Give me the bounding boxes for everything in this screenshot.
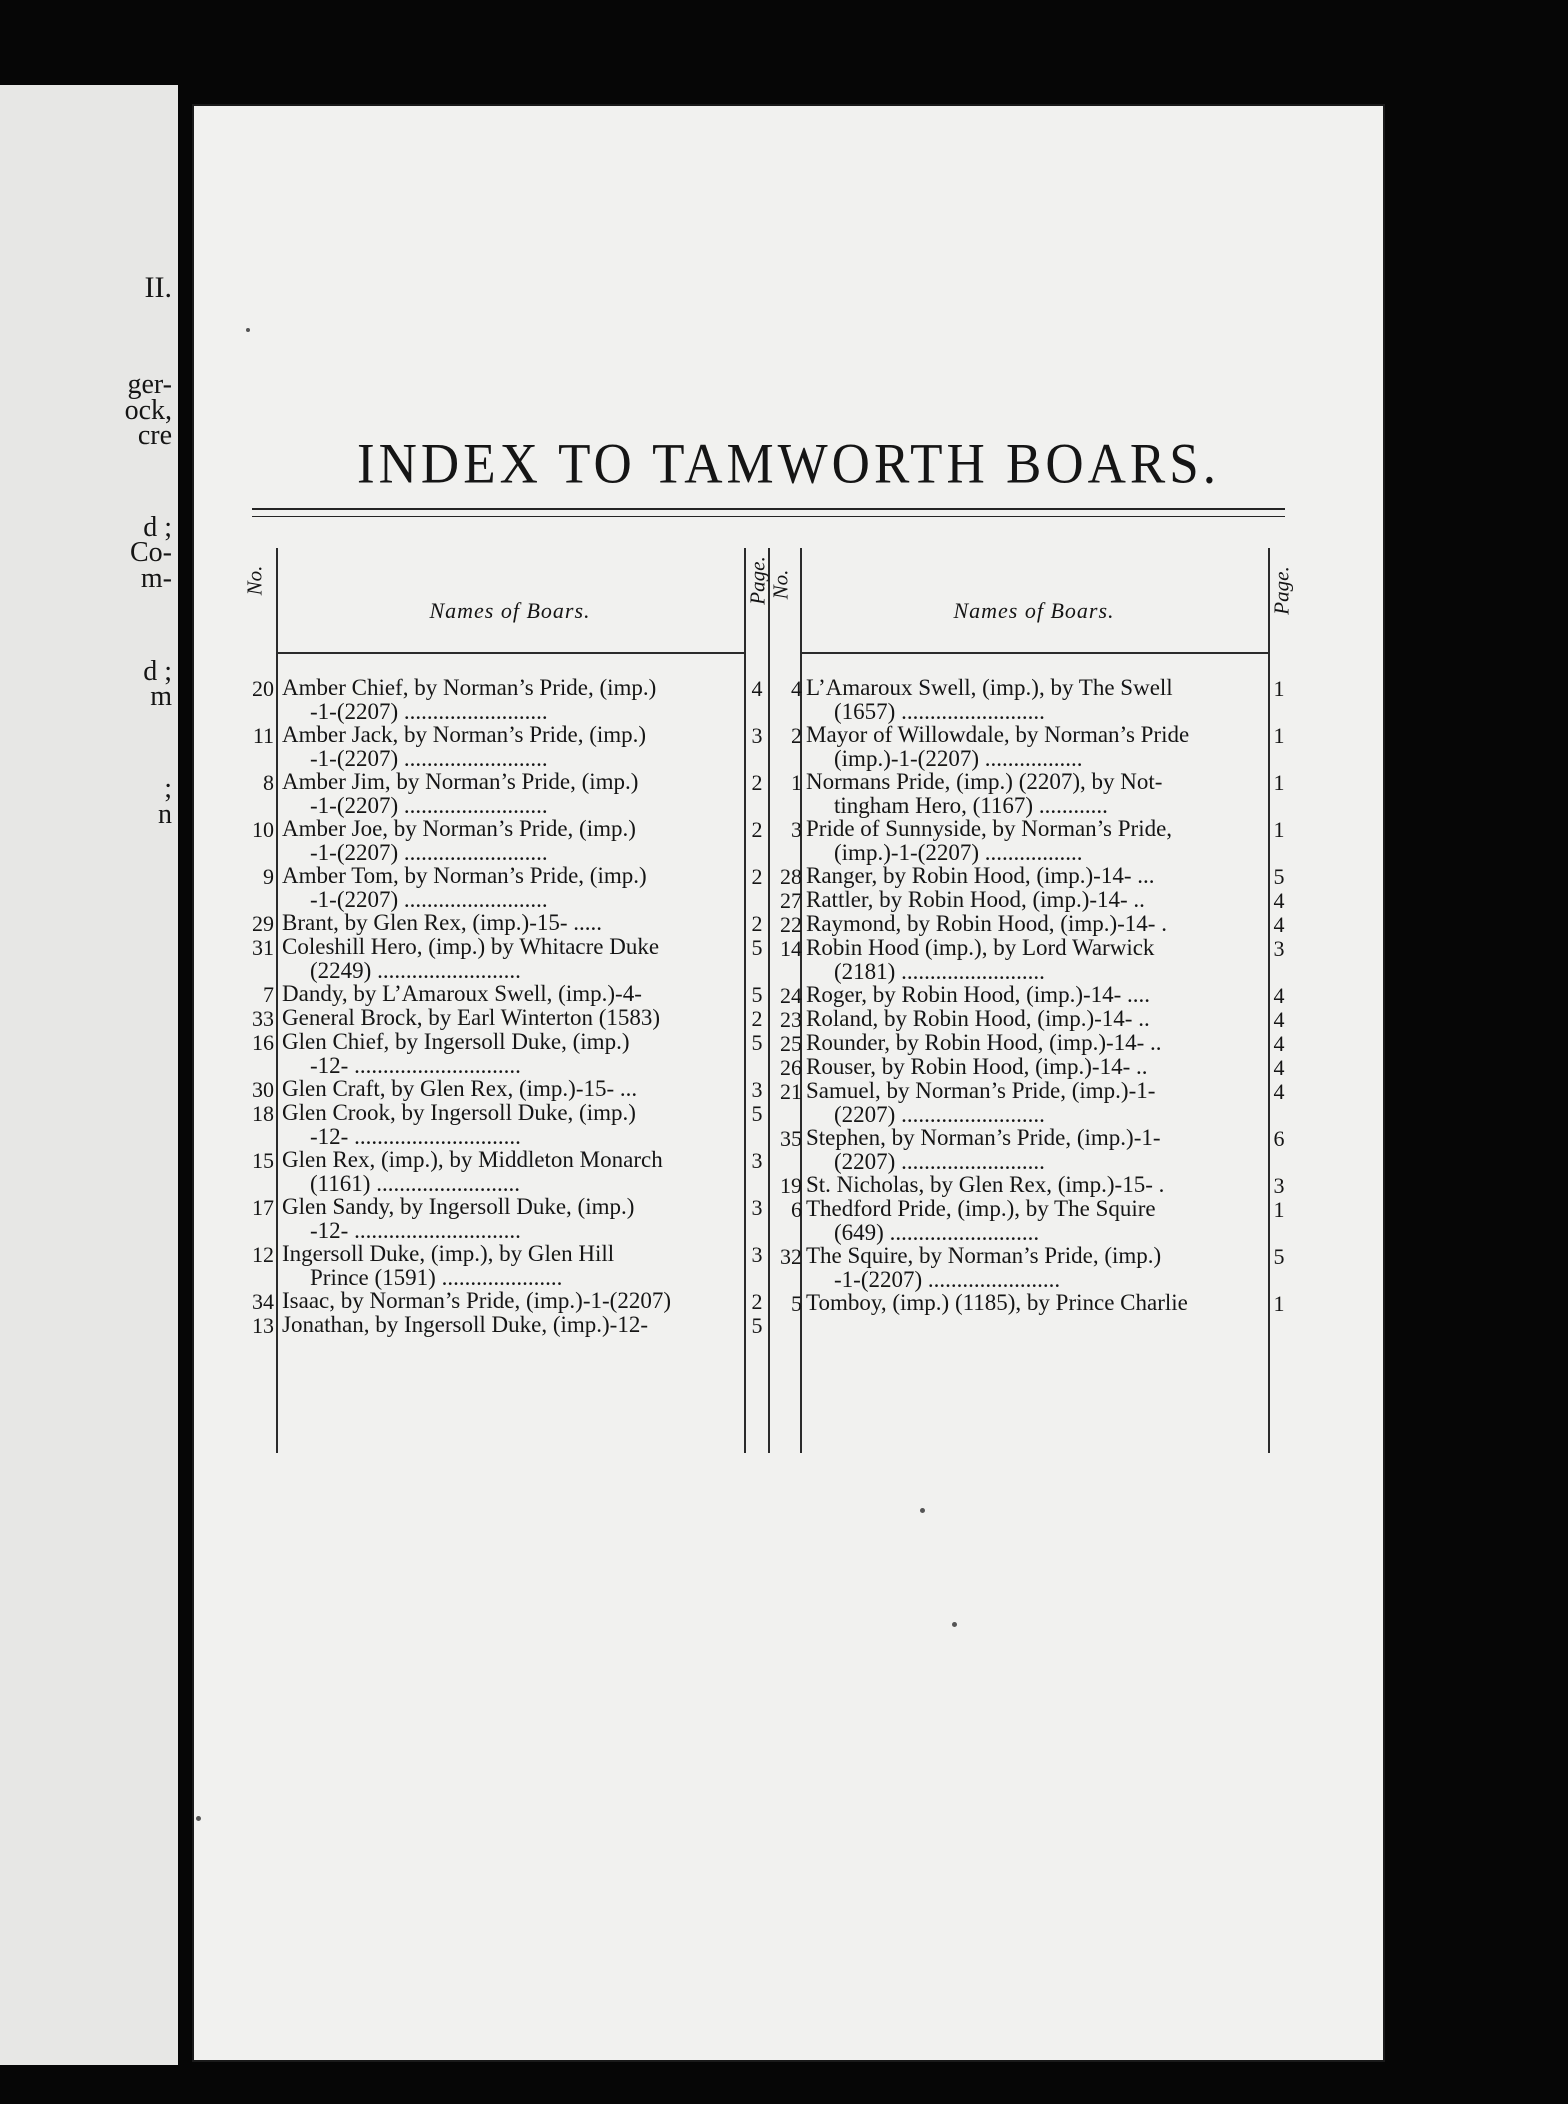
row-number: 20 xyxy=(252,676,274,701)
row-page: 2 xyxy=(751,817,763,842)
row-number: 21 xyxy=(780,1079,802,1104)
row-page: 1 xyxy=(1273,1197,1285,1222)
row-number: 23 xyxy=(780,1007,802,1032)
row-number: 5 xyxy=(791,1291,802,1316)
top-rule-thin xyxy=(252,516,1285,517)
row-name-continuation: Prince (1591) ..................... xyxy=(310,1265,563,1291)
left-fragment: ger- xyxy=(127,369,172,400)
row-name-main: Roger, by Robin Hood, (imp.)-14- .... xyxy=(806,982,1151,1007)
row-name-main: Amber Tom, by Norman’s Pride, (imp.) xyxy=(282,863,647,888)
row-number: 25 xyxy=(780,1031,802,1056)
paper-speck xyxy=(246,328,250,332)
row-name xyxy=(282,935,659,983)
row-page: 2 xyxy=(751,1006,763,1031)
row-page: 5 xyxy=(751,935,763,960)
row-number: 22 xyxy=(780,912,802,937)
row-name-main: Amber Joe, by Norman’s Pride, (imp.) xyxy=(282,816,636,841)
row-page: 4 xyxy=(1273,912,1285,937)
row-name-continuation: -1-(2207) ......................... xyxy=(310,746,548,772)
row-number: 4 xyxy=(791,676,802,701)
row-page: 5 xyxy=(1273,1244,1285,1269)
row-page: 4 xyxy=(1273,1031,1285,1056)
column-divider xyxy=(768,548,770,1453)
row-number: 7 xyxy=(263,982,274,1007)
row-name-main: Glen Craft, by Glen Rex, (imp.)-15- ... xyxy=(282,1076,638,1101)
row-name xyxy=(806,676,1173,724)
row-name-main: Glen Rex, (imp.), by Middleton Monarch xyxy=(282,1147,663,1172)
index-page xyxy=(192,104,1385,2062)
row-number: 12 xyxy=(252,1242,274,1267)
row-page: 5 xyxy=(751,1101,763,1126)
header-page: Page. xyxy=(745,556,770,605)
row-name xyxy=(282,864,647,912)
row-name xyxy=(806,912,1167,936)
row-number: 27 xyxy=(780,888,802,913)
row-number: 1 xyxy=(791,770,802,795)
row-page: 5 xyxy=(751,1313,763,1338)
row-name xyxy=(806,1055,1148,1079)
row-page: 4 xyxy=(1273,1055,1285,1080)
row-number: 29 xyxy=(252,911,274,936)
row-number: 10 xyxy=(252,817,274,842)
row-name xyxy=(806,723,1189,771)
row-number: 15 xyxy=(252,1148,274,1173)
row-number: 28 xyxy=(780,864,802,889)
row-name xyxy=(282,1313,648,1337)
row-name-main: Amber Jim, by Norman’s Pride, (imp.) xyxy=(282,769,639,794)
left-fragment: n xyxy=(158,799,172,830)
row-name xyxy=(806,888,1145,912)
row-number: 34 xyxy=(252,1289,274,1314)
row-name xyxy=(282,1101,636,1149)
row-number: 9 xyxy=(263,864,274,889)
row-name-main: St. Nicholas, by Glen Rex, (imp.)-15- . xyxy=(806,1172,1165,1197)
row-name xyxy=(282,1242,614,1290)
row-name xyxy=(282,817,636,865)
row-name-main: Coleshill Hero, (imp.) by Whitacre Duke xyxy=(282,934,660,959)
row-page: 4 xyxy=(1273,1007,1285,1032)
row-number: 14 xyxy=(780,936,802,961)
row-name xyxy=(806,1291,1188,1315)
row-name-main: Glen Sandy, by Ingersoll Duke, (imp.) xyxy=(282,1194,635,1219)
row-page: 3 xyxy=(751,1077,763,1102)
row-name xyxy=(806,983,1150,1007)
row-name-main: Robin Hood (imp.), by Lord Warwick xyxy=(806,935,1155,960)
row-page: 1 xyxy=(1273,770,1285,795)
header-no: No. xyxy=(768,569,793,600)
row-page: 3 xyxy=(751,1242,763,1267)
row-name xyxy=(282,1006,660,1030)
page-title: INDEX TO TAMWORTH BOARS. xyxy=(357,432,1220,496)
row-name-continuation: -12- ............................. xyxy=(310,1053,521,1079)
row-name-main: Rattler, by Robin Hood, (imp.)-14- .. xyxy=(806,887,1145,912)
row-page: 5 xyxy=(1273,864,1285,889)
row-name xyxy=(806,817,1172,865)
row-name-main: L’Amaroux Swell, (imp.), by The Swell xyxy=(806,675,1173,700)
row-name-continuation: (imp.)-1-(2207) ................. xyxy=(834,840,1083,866)
row-name-main: The Squire, by Norman’s Pride, (imp.) xyxy=(806,1243,1162,1268)
row-name xyxy=(806,936,1154,984)
row-name xyxy=(806,1244,1161,1292)
row-name-main: Raymond, by Robin Hood, (imp.)-14- . xyxy=(806,911,1167,936)
row-name-main: Amber Chief, by Norman’s Pride, (imp.) xyxy=(282,675,657,700)
row-page: 1 xyxy=(1273,723,1285,748)
row-page: 1 xyxy=(1273,1291,1285,1316)
row-number: 35 xyxy=(780,1126,802,1151)
row-page: 4 xyxy=(1273,888,1285,913)
row-name-continuation: (1657) ......................... xyxy=(834,699,1045,725)
row-name xyxy=(282,1289,671,1313)
row-number: 19 xyxy=(780,1173,802,1198)
row-number: 6 xyxy=(791,1197,802,1222)
row-number: 16 xyxy=(252,1030,274,1055)
row-page: 2 xyxy=(751,911,763,936)
row-page: 1 xyxy=(1273,676,1285,701)
row-name-main: Isaac, by Norman’s Pride, (imp.)-1-(2207) xyxy=(282,1288,671,1313)
column-divider xyxy=(276,548,278,1453)
left-page-edge xyxy=(0,85,178,2065)
left-fragment: ock, xyxy=(124,395,172,426)
row-name-continuation: (649) .......................... xyxy=(834,1220,1040,1246)
column-divider xyxy=(744,548,746,1453)
row-page: 2 xyxy=(751,770,763,795)
row-page: 3 xyxy=(751,1148,763,1173)
row-name-continuation: -1-(2207) ......................... xyxy=(310,793,548,819)
row-name xyxy=(282,723,646,771)
row-number: 31 xyxy=(252,935,274,960)
row-name-main: General Brock, by Earl Winterton (1583) xyxy=(282,1005,661,1030)
row-name-continuation: tingham Hero, (1167) ............ xyxy=(834,793,1108,819)
row-page: 4 xyxy=(751,676,763,701)
left-fragment: m- xyxy=(140,563,172,594)
row-name xyxy=(282,1077,637,1101)
left-fragment: cre xyxy=(137,420,172,451)
row-name-continuation: (2207) ......................... xyxy=(834,1102,1045,1128)
row-name-main: Tomboy, (imp.) (1185), by Prince Charlie xyxy=(806,1290,1188,1315)
row-name-main: Ranger, by Robin Hood, (imp.)-14- ... xyxy=(806,863,1155,888)
row-name xyxy=(806,1197,1156,1245)
row-number: 2 xyxy=(791,723,802,748)
row-page: 3 xyxy=(751,1195,763,1220)
row-name-main: Glen Crook, by Ingersoll Duke, (imp.) xyxy=(282,1100,636,1125)
top-rule xyxy=(252,508,1285,510)
row-name-main: Roland, by Robin Hood, (imp.)-14- .. xyxy=(806,1006,1150,1031)
row-name-main: Brant, by Glen Rex, (imp.)-15- ..... xyxy=(282,910,603,935)
header-rule xyxy=(276,652,744,654)
left-fragment: d ; xyxy=(143,656,172,687)
row-name-main: Normans Pride, (imp.) (2207), by Not- xyxy=(806,769,1163,794)
row-name-main: Samuel, by Norman’s Pride, (imp.)-1- xyxy=(806,1078,1156,1103)
left-fragment: m xyxy=(150,681,172,712)
row-number: 33 xyxy=(252,1006,274,1031)
left-fragment: II. xyxy=(144,271,172,304)
row-name xyxy=(282,1030,629,1078)
row-page: 2 xyxy=(751,1289,763,1314)
row-number: 24 xyxy=(780,983,802,1008)
row-page: 3 xyxy=(1273,1173,1285,1198)
header-names: Names of Boars. xyxy=(953,598,1115,623)
paper-speck xyxy=(920,1508,925,1513)
row-name-continuation: (2249) ......................... xyxy=(310,958,521,984)
row-number: 26 xyxy=(780,1055,802,1080)
row-name xyxy=(282,982,642,1006)
row-number: 32 xyxy=(780,1244,802,1269)
row-name-continuation: -1-(2207) ......................... xyxy=(310,699,548,725)
row-page: 6 xyxy=(1273,1126,1285,1151)
row-name-continuation: (2181) ......................... xyxy=(834,959,1045,985)
row-name-continuation: -12- ............................. xyxy=(310,1124,521,1150)
row-number: 13 xyxy=(252,1313,274,1338)
row-name-main: Mayor of Willowdale, by Norman’s Pride xyxy=(806,722,1190,747)
row-number: 3 xyxy=(791,817,802,842)
row-number: 8 xyxy=(263,770,274,795)
header-no: No. xyxy=(242,565,267,596)
row-name-main: Rouser, by Robin Hood, (imp.)-14- .. xyxy=(806,1054,1148,1079)
row-page: 4 xyxy=(1273,1079,1285,1104)
header-page: Page. xyxy=(1269,566,1294,615)
row-name-continuation: -12- ............................. xyxy=(310,1218,521,1244)
row-name-main: Thedford Pride, (imp.), by The Squire xyxy=(806,1196,1156,1221)
row-name-continuation: (1161) ......................... xyxy=(310,1171,520,1197)
row-page: 3 xyxy=(1273,936,1285,961)
row-name xyxy=(806,1007,1150,1031)
row-name-continuation: (2207) ......................... xyxy=(834,1149,1045,1175)
row-name-continuation: -1-(2207) ......................... xyxy=(310,887,548,913)
left-fragment: ; xyxy=(164,773,172,804)
row-number: 30 xyxy=(252,1077,274,1102)
row-name-continuation: -1-(2207) ......................... xyxy=(310,840,548,866)
row-name xyxy=(282,770,638,818)
row-name-continuation: (imp.)-1-(2207) ................. xyxy=(834,746,1083,772)
row-name xyxy=(806,1079,1155,1127)
row-name-main: Amber Jack, by Norman’s Pride, (imp.) xyxy=(282,722,647,747)
row-page: 1 xyxy=(1273,817,1285,842)
row-page: 5 xyxy=(751,982,763,1007)
row-name xyxy=(282,911,602,935)
left-fragment: d ; xyxy=(143,512,172,543)
row-page: 2 xyxy=(751,864,763,889)
row-name xyxy=(282,1195,634,1243)
index-table xyxy=(242,548,1294,1438)
header-rule xyxy=(800,652,1268,654)
row-name xyxy=(806,1126,1161,1174)
paper-speck xyxy=(952,1622,957,1627)
row-name xyxy=(282,1148,663,1196)
row-name-main: Stephen, by Norman’s Pride, (imp.)-1- xyxy=(806,1125,1161,1150)
header-names: Names of Boars. xyxy=(429,598,591,623)
row-name-main: Jonathan, by Ingersoll Duke, (imp.)-12- xyxy=(282,1312,649,1337)
row-name-main: Ingersoll Duke, (imp.), by Glen Hill xyxy=(282,1241,615,1266)
row-page: 3 xyxy=(751,723,763,748)
row-name xyxy=(806,1173,1164,1197)
row-name xyxy=(806,770,1162,818)
row-page: 4 xyxy=(1273,983,1285,1008)
row-name-main: Rounder, by Robin Hood, (imp.)-14- .. xyxy=(806,1030,1162,1055)
row-number: 11 xyxy=(252,723,274,748)
left-fragment: Co- xyxy=(130,537,172,568)
row-number: 18 xyxy=(252,1101,274,1126)
row-name xyxy=(806,1031,1162,1055)
row-number: 17 xyxy=(252,1195,274,1220)
row-page: 5 xyxy=(751,1030,763,1055)
row-name-main: Glen Chief, by Ingersoll Duke, (imp.) xyxy=(282,1029,630,1054)
paper-speck xyxy=(196,1816,201,1821)
row-name-main: Pride of Sunnyside, by Norman’s Pride, xyxy=(806,816,1173,841)
row-name-continuation: -1-(2207) ....................... xyxy=(834,1267,1061,1293)
row-name xyxy=(806,864,1155,888)
row-name xyxy=(282,676,656,724)
row-name-main: Dandy, by L’Amaroux Swell, (imp.)-4- xyxy=(282,981,642,1006)
